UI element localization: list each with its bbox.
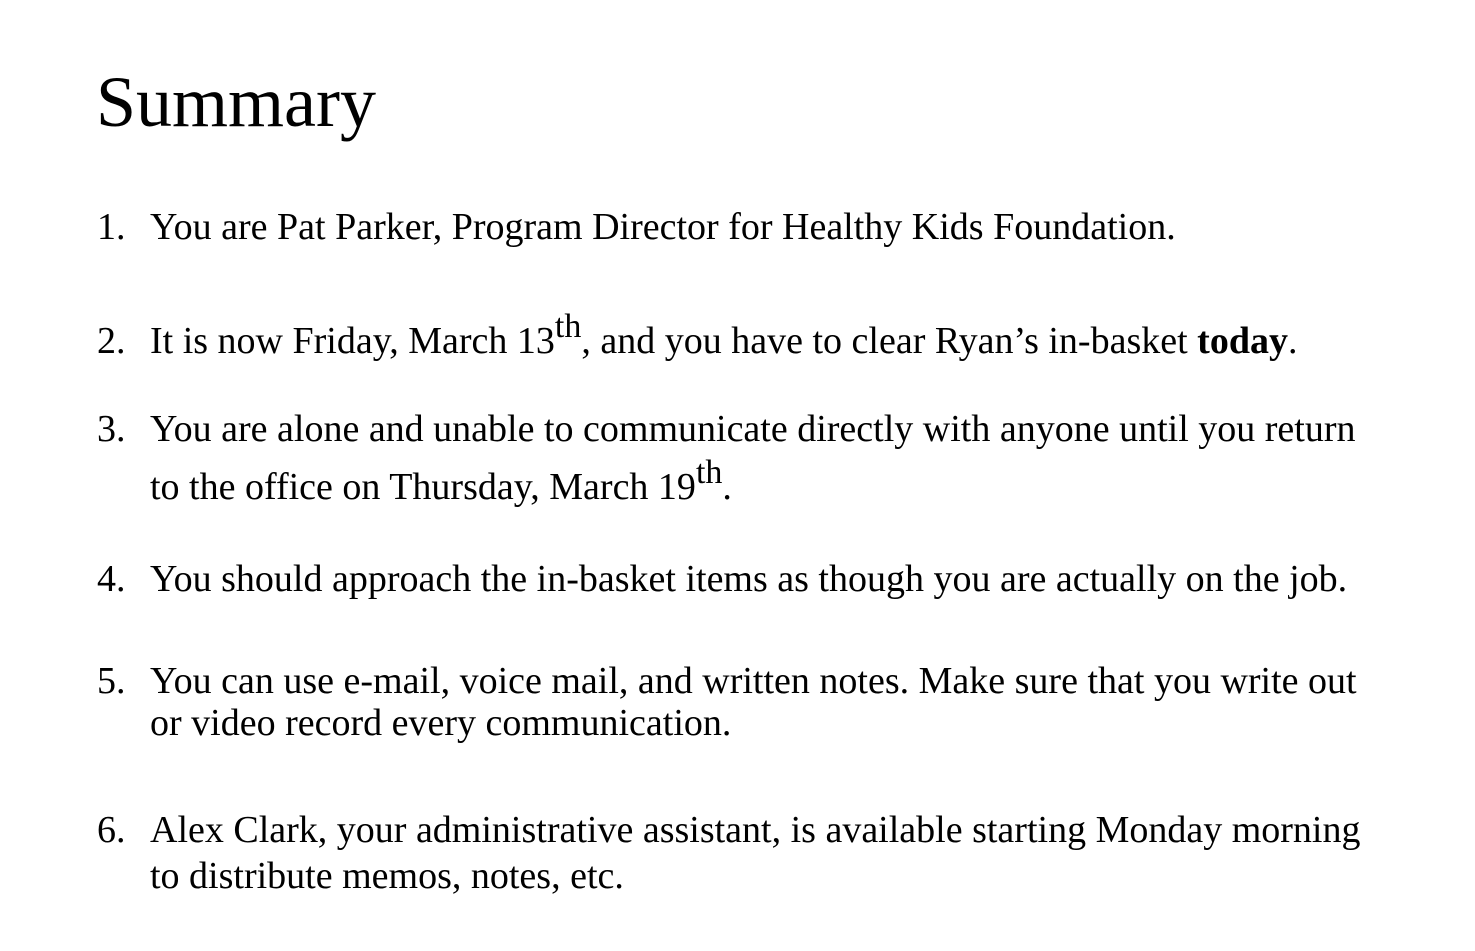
- item-text-part: It is now Friday, March 13: [150, 320, 555, 362]
- item-line: or video record every communication.: [150, 702, 732, 744]
- item-line: You should approach the in-basket items as though you are actually on the job.: [150, 558, 1348, 600]
- list-item-text: [150, 308, 1387, 362]
- emphasis-text: today: [1197, 320, 1288, 362]
- list-item-text: [150, 208, 1387, 246]
- ordinal-suffix: th: [554, 308, 582, 346]
- list-item-text: [150, 811, 1387, 895]
- item-text-part: .: [1287, 320, 1298, 362]
- item-text-part: , and you have to clear Ryan’s in-basket: [581, 320, 1198, 362]
- item-line: You are alone and unable to communicate directly with anyone until you return: [150, 408, 1356, 450]
- ordinal-suffix: th: [695, 454, 723, 492]
- list-number: 3.: [97, 408, 126, 450]
- list-number: 5.: [97, 660, 126, 702]
- item-line: [150, 308, 1387, 362]
- item-text-part: to the office on Thursday, March 19: [150, 466, 696, 508]
- page-title: Summary: [96, 62, 376, 142]
- item-line: You are Pat Parker, Program Director for Healthy Kids Foundation.: [150, 206, 1176, 248]
- list-number: 6.: [97, 809, 126, 851]
- list-item-text: [150, 410, 1387, 506]
- list-item-text: [150, 662, 1387, 742]
- list-item-text: [150, 560, 1387, 598]
- list-number: 2.: [97, 320, 126, 362]
- list-number: 1.: [97, 206, 126, 248]
- item-line: Alex Clark, your administrative assistant, is available starting Monday morning: [150, 809, 1361, 851]
- item-line: [150, 454, 1387, 508]
- list-number: 4.: [97, 558, 126, 600]
- item-text-part: .: [722, 466, 732, 508]
- item-line: to distribute memos, notes, etc.: [150, 855, 624, 897]
- item-line: You can use e-mail, voice mail, and written notes. Make sure that you write out: [150, 660, 1357, 702]
